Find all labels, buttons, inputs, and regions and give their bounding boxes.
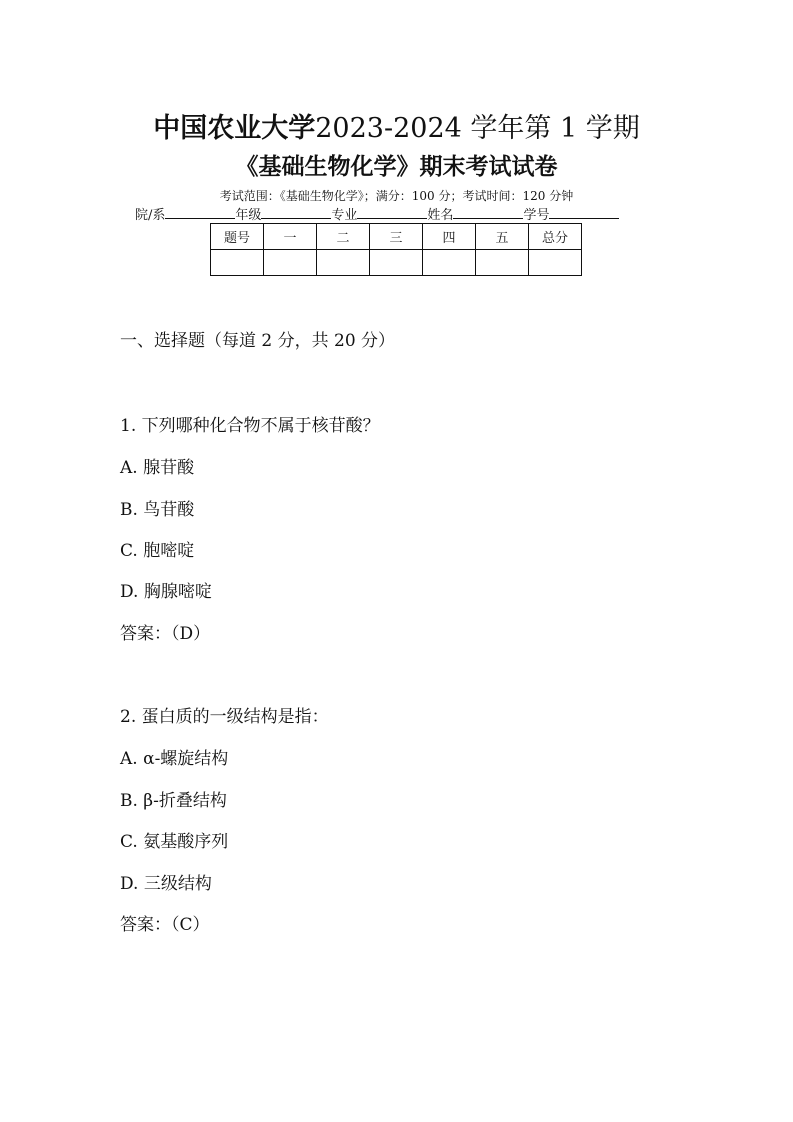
score-header-cell: 三 <box>370 224 423 250</box>
university-name: 中国农业大学 <box>153 113 316 144</box>
student-id-field[interactable] <box>549 205 619 219</box>
score-table-value-row <box>211 250 582 276</box>
question-option: C. 氨基酸序列 <box>120 832 229 852</box>
question-option: A. 腺苷酸 <box>120 458 195 478</box>
student-info-line <box>135 204 665 223</box>
question-stem: 2. 蛋白质的一级结构是指： <box>120 707 329 727</box>
score-header-cell: 总分 <box>529 224 582 250</box>
question-stem: 1. 下列哪种化合物不属于核苷酸？ <box>120 416 380 436</box>
score-header-cell: 四 <box>423 224 476 250</box>
score-header-cell: 二 <box>317 224 370 250</box>
exam-title-line2: 《基础生物化学》期末考试试卷 <box>235 154 558 180</box>
college-field[interactable] <box>165 205 235 219</box>
name-label: 姓名 <box>427 208 454 223</box>
question-option: B. 鸟苷酸 <box>120 500 195 520</box>
question-answer: 答案：（D） <box>120 624 211 644</box>
question-option: A. α-螺旋结构 <box>120 749 229 769</box>
score-value-cell[interactable] <box>476 250 529 276</box>
term-label: 2023-2024 学年第 1 学期 <box>315 113 640 144</box>
score-header-cell: 题号 <box>211 224 264 250</box>
question-option: B. β-折叠结构 <box>120 791 227 811</box>
major-label: 专业 <box>331 208 358 223</box>
question-option: D. 胸腺嘧啶 <box>120 582 212 602</box>
score-header-cell: 一 <box>264 224 317 250</box>
exam-title-line1 <box>0 106 793 145</box>
score-table-header-row <box>211 224 582 250</box>
question-option: D. 三级结构 <box>120 874 212 894</box>
score-header-cell: 五 <box>476 224 529 250</box>
score-value-cell[interactable] <box>211 250 264 276</box>
score-value-cell[interactable] <box>529 250 582 276</box>
question-option: C. 胞嘧啶 <box>120 541 195 561</box>
score-value-cell[interactable] <box>317 250 370 276</box>
section-title: 一、选择题（每道 2 分，共 20 分） <box>120 331 396 351</box>
student-id-label: 学号 <box>523 208 550 223</box>
score-value-cell[interactable] <box>370 250 423 276</box>
major-field[interactable] <box>357 205 427 219</box>
exam-scope: 考试范围：《基础生物化学》；满分：100 分；考试时间：120 分钟 <box>219 189 574 203</box>
score-table <box>210 223 582 276</box>
grade-label: 年级 <box>235 208 262 223</box>
question-answer: 答案：（C） <box>120 915 210 935</box>
score-value-cell[interactable] <box>423 250 476 276</box>
score-value-cell[interactable] <box>264 250 317 276</box>
college-label: 院/系 <box>135 208 166 223</box>
grade-field[interactable] <box>261 205 331 219</box>
name-field[interactable] <box>453 205 523 219</box>
